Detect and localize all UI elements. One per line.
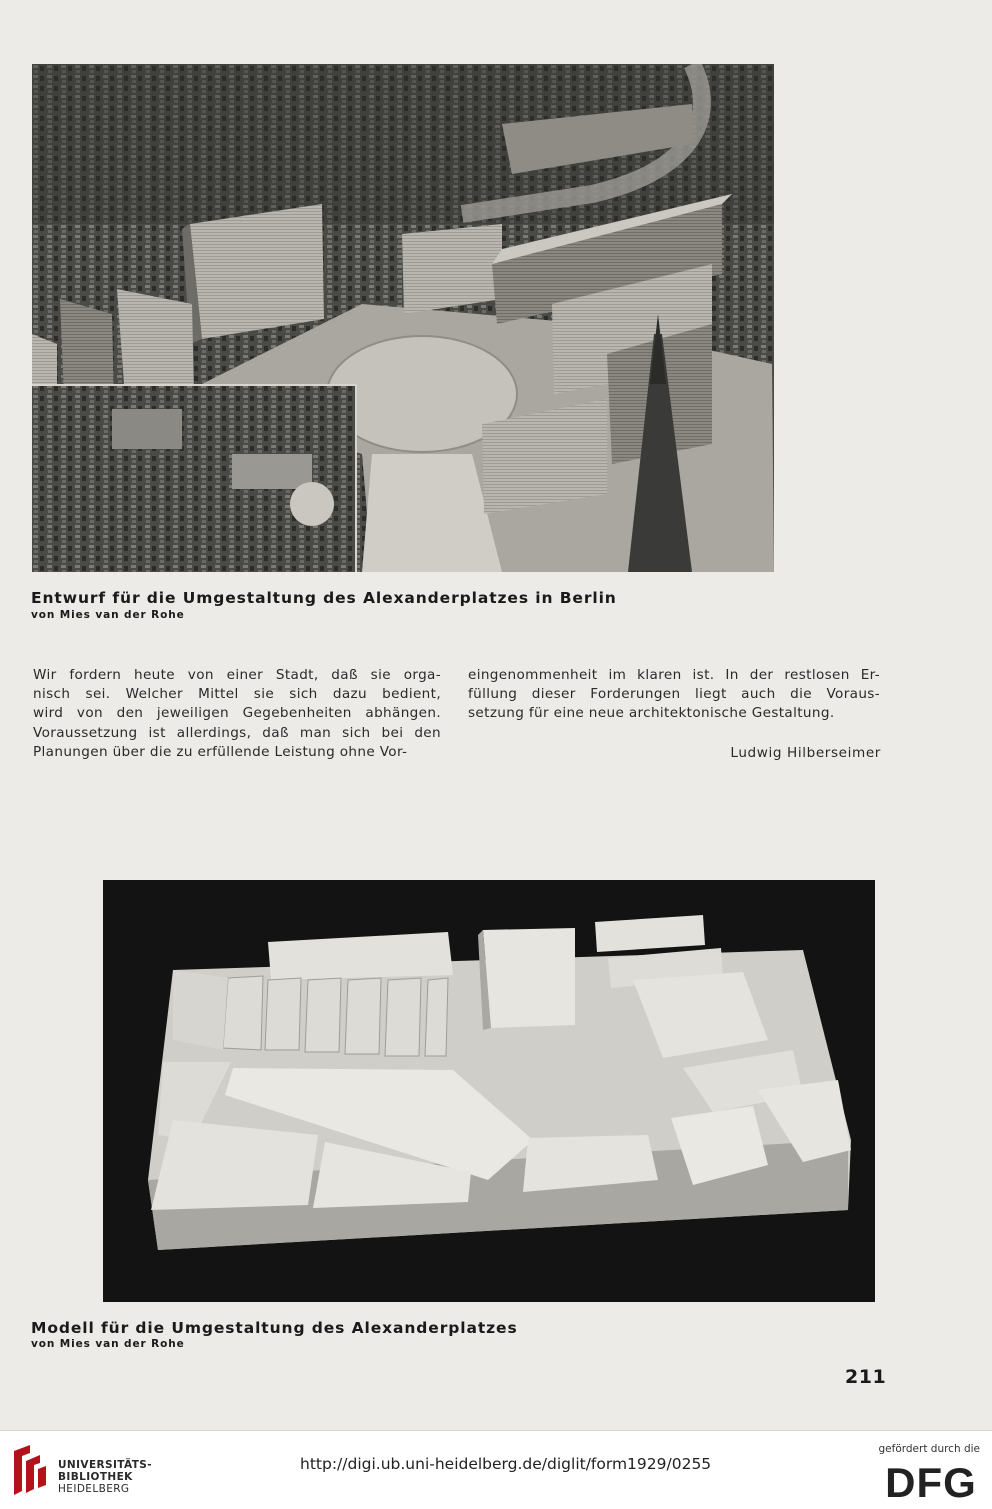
figure2-caption-title: Modell für die Umgestaltung des Alexanderplatzes bbox=[31, 1319, 518, 1337]
library-name-line1: UNIVERSITÄTS- bbox=[58, 1459, 153, 1471]
aerial-photo-illustration bbox=[32, 64, 774, 572]
figure2-caption-author: von Mies van der Rohe bbox=[31, 1338, 185, 1350]
footer-bar bbox=[0, 1430, 992, 1509]
library-name-line3: HEIDELBERG bbox=[58, 1483, 130, 1495]
text-line: Wir fordern heute von einer Stadt, daß sie orga- bbox=[33, 667, 441, 683]
text-line: Planungen über die zu erfüllende Leistung ohne Vor- bbox=[33, 743, 408, 760]
library-name-line2: BIBLIOTHEK bbox=[58, 1471, 133, 1483]
author-signature: Ludwig Hilberseimer bbox=[730, 745, 881, 761]
article-column-right bbox=[468, 666, 880, 724]
figure1-caption-author: von Mies van der Rohe bbox=[31, 609, 185, 621]
permalink-url[interactable]: http://digi.ub.uni-heidelberg.de/diglit/form1929/0255 bbox=[300, 1455, 712, 1473]
dfg-logo-text: DFG bbox=[885, 1459, 977, 1503]
text-line: eingenommenheit im klaren ist. In der restlosen Er- bbox=[468, 667, 880, 683]
article-column-left bbox=[33, 666, 441, 762]
model-photo bbox=[103, 880, 875, 1302]
text-line: wird von den jeweiligen Gegebenheiten abhängen. bbox=[33, 705, 441, 722]
model-photo-illustration bbox=[103, 880, 875, 1302]
text-line: setzung für eine neue architektonische Gestaltung. bbox=[468, 705, 835, 722]
funding-text: gefördert durch die bbox=[878, 1443, 980, 1455]
page-number: 211 bbox=[845, 1366, 887, 1388]
text-line: nisch sei. Welcher Mittel sie sich dazu bedient, bbox=[33, 686, 441, 703]
university-library-logo-icon bbox=[10, 1445, 48, 1497]
aerial-photo bbox=[32, 64, 774, 572]
text-line: füllung dieser Forderungen liegt auch die Voraus- bbox=[468, 686, 880, 703]
text-line: Voraussetzung ist allerdings, daß man sich bei den bbox=[33, 724, 441, 741]
dfg-logo-icon bbox=[884, 1459, 978, 1503]
figure1-caption-title: Entwurf für die Umgestaltung des Alexanderplatzes in Berlin bbox=[31, 589, 617, 607]
